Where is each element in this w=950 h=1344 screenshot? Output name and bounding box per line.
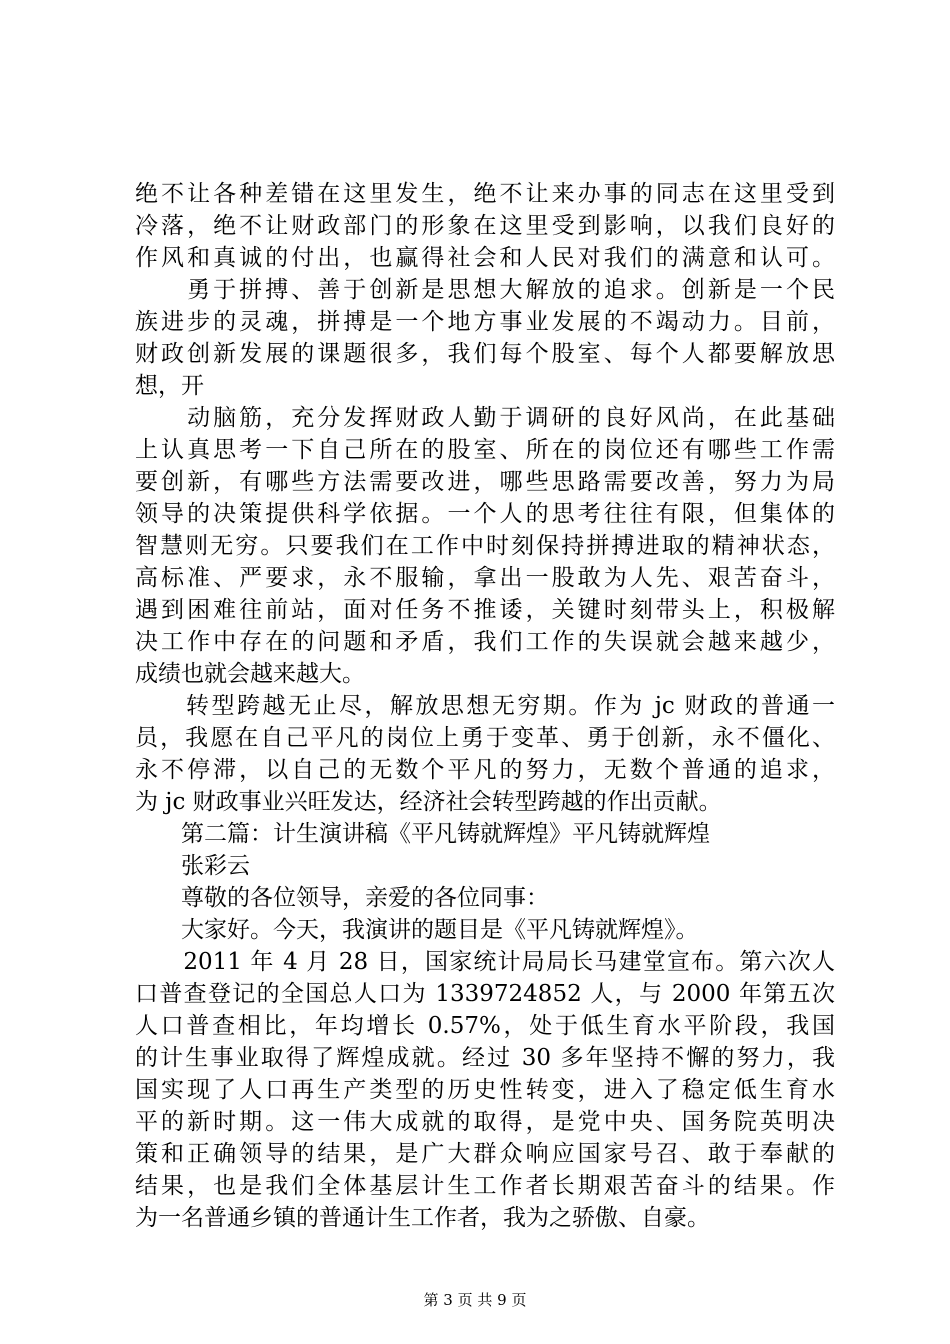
text-line: 人口普查相比，年均增长 0.57%，处于低生育水平阶段，我国 — [135, 1013, 835, 1039]
text-line: 为一名普通乡镇的普通计生工作者，我为之骄傲、自豪。 — [135, 1205, 710, 1231]
author-line: 张彩云 — [135, 853, 250, 879]
text-line: 动脑筋，充分发挥财政人勤于调研的良好风尚，在此基础 — [135, 405, 835, 431]
text-line: 冷落，绝不让财政部门的形象在这里受到影响，以我们良好的 — [135, 213, 835, 239]
text-line: 上认真思考一下自己所在的股室、所在的岗位还有哪些工作需 — [135, 437, 835, 463]
text-line: 为 jc 财政事业兴旺发达，经济社会转型跨越的作出贡献。 — [135, 789, 722, 815]
text-line: 结果，也是我们全体基层计生工作者长期艰苦奋斗的结果。作 — [135, 1173, 835, 1199]
text-line: 口普查登记的全国总人口为 1339724852 人，与 2000 年第五次 — [135, 981, 835, 1007]
text-line: 族进步的灵魂，拼搏是一个地方事业发展的不竭动力。目前， — [135, 309, 835, 335]
text-line: 想，开 — [135, 373, 204, 399]
text-line: 绝不让各种差错在这里发生，绝不让来办事的同志在这里受到 — [135, 181, 835, 207]
text-line: 国实现了人口再生产类型的历史性转变，进入了稳定低生育水 — [135, 1077, 835, 1103]
page-number-footer: 第 3 页 共 9 页 — [423, 1291, 527, 1309]
document-body — [135, 178, 835, 1234]
salutation-line: 尊敬的各位领导，亲爱的各位同事： — [135, 885, 549, 911]
text-line: 的计生事业取得了辉煌成就。经过 30 多年坚持不懈的努力，我 — [135, 1045, 835, 1071]
text-line: 遇到困难往前站，面对任务不推诿，关键时刻带头上，积极解 — [135, 597, 835, 623]
text-line: 财政创新发展的课题很多，我们每个股室、每个人都要解放思 — [135, 341, 835, 367]
text-line: 作风和真诚的付出，也赢得社会和人民对我们的满意和认可。 — [135, 245, 835, 271]
text-line: 2011 年 4 月 28 日，国家统计局局长马建堂宣布。第六次人 — [135, 949, 835, 975]
text-line: 智慧则无穷。只要我们在工作中时刻保持拼搏进取的精神状态， — [135, 533, 835, 559]
text-line: 平的新时期。这一伟大成就的取得，是党中央、国务院英明决 — [135, 1109, 835, 1135]
text-line: 策和正确领导的结果，是广大群众响应国家号召、敢于奉献的 — [135, 1141, 835, 1167]
text-line: 永不停滞，以自己的无数个平凡的努力，无数个普通的追求， — [135, 757, 835, 783]
text-line: 员，我愿在自己平凡的岗位上勇于变革、勇于创新，永不僵化、 — [135, 725, 835, 751]
text-line: 转型跨越无止尽，解放思想无穷期。作为 jc 财政的普通一 — [135, 693, 835, 719]
text-line: 决工作中存在的问题和矛盾，我们工作的失误就会越来越少， — [135, 629, 835, 655]
text-line: 高标准、严要求，永不服输，拿出一股敢为人先、艰苦奋斗， — [135, 565, 835, 591]
text-line: 要创新，有哪些方法需要改进，哪些思路需要改善，努力为局 — [135, 469, 835, 495]
text-line: 大家好。今天，我演讲的题目是《平凡铸就辉煌》。 — [135, 917, 699, 943]
text-line: 勇于拼搏、善于创新是思想大解放的追求。创新是一个民 — [135, 277, 835, 303]
section-heading: 第二篇：计生演讲稿《平凡铸就辉煌》平凡铸就辉煌 — [135, 821, 710, 847]
text-line: 成绩也就会越来越大。 — [135, 661, 365, 687]
text-line: 领导的决策提供科学依据。一个人的思考往往有限，但集体的 — [135, 501, 835, 527]
